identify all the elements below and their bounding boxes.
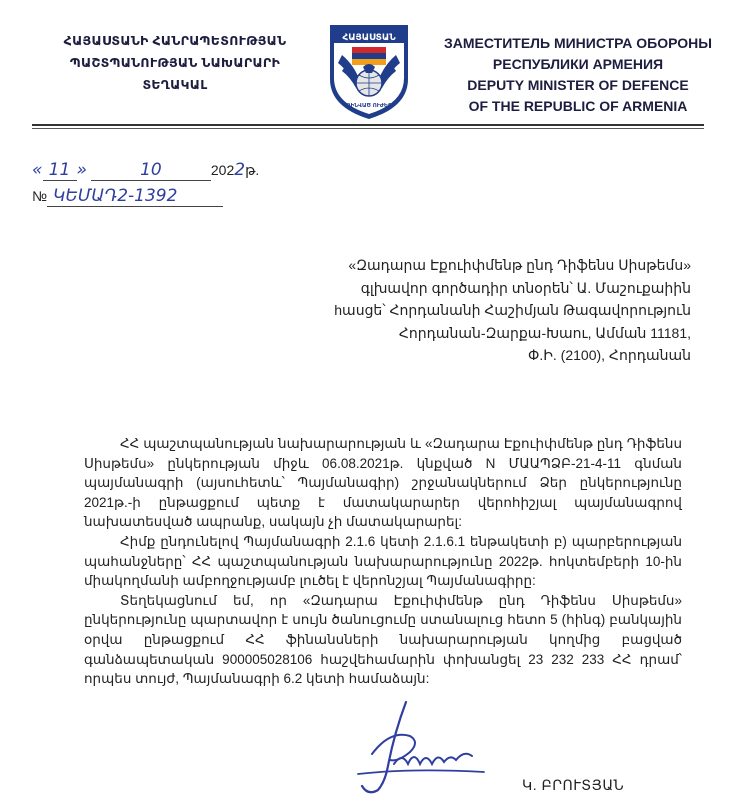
body-paragraph-3: Տեղեկացնում եմ, որ «Զադարա Էքուիփմենթ ընդ Դիֆենս Սիսթեմս» ընկերությունը պարտավոր է սույն ծանուցումը ստանալուց հետո 5 (հինգ) բանկային օրվա ընթացքում ՀՀ ֆինանսների նախարարության կողմից բացված գանձապետական 900005028106 հաշվեհամարին փոխանցել 23 232 233 ՀՀ դրամ՝ որպես տույժ, Պայմանագրի 6.2 կետի համաձայն: xyxy=(84,592,682,687)
header-divider-thick xyxy=(32,124,704,126)
signature-icon xyxy=(350,690,490,800)
date-year-prefix: 202 xyxy=(210,162,235,178)
body-paragraph-2: Հիմք ընդունելով Պայմանագրի 2.1.6 կետի 2.1.6.1 ենթակետի բ) պարբերության պահանջները՝ ՀՀ պաշտպանության նախարարությունը 2022թ. հոկտեմբերի 10-ին միակողմանի ամբողջությամբ լուծել է վերոնշյալ Պայմանագիրը: xyxy=(84,533,682,589)
date-line xyxy=(32,160,259,181)
emblem-bottom-text: ԶԻՆՎԱԾ ՈՒԺԵՐ xyxy=(346,103,392,109)
header-russian-line-2: РЕСПУБЛИКИ АРМЕНИЯ xyxy=(492,56,664,72)
addressee-line-5: Փ.Ի. (2100), Հորդանան xyxy=(527,347,691,363)
header-armenian-line-3: ՏԵՂԱԿԱԼ xyxy=(142,78,208,92)
addressee-line-3: hասցե՝ Հորդանանի Հաշիմյան Թագավորություն xyxy=(334,302,691,318)
reference-label: № xyxy=(32,188,48,204)
date-day: 11 xyxy=(43,160,77,181)
addressee-block xyxy=(271,254,691,367)
signer-name: Կ. ԲՐՈՒՏՅԱՆ xyxy=(522,777,625,793)
reference-line xyxy=(32,186,223,207)
addressee-line-2: գլխավոր գործադիր տնօրեն՝ Ա. Մաշուքաիին xyxy=(360,279,691,296)
date-month: 10 xyxy=(91,160,211,181)
header-armenian-line-2: ՊԱՇՏՊԱՆՈՒԹՅԱՆ ՆԱԽԱՐԱՐԻ xyxy=(69,56,281,70)
emblem-top-text: ՀԱՅԱՍՏԱՆ xyxy=(342,33,396,43)
header-armenian-line-1: ՀԱՅԱՍՏԱՆԻ ՀԱՆՐԱՊԵՏՈՒԹՅԱՆ xyxy=(63,34,287,48)
reference-number: ԿԵՄԱԴ2-1392 xyxy=(47,186,223,207)
header-armenian xyxy=(20,30,330,96)
addressee-line-1: «Զադարա Էքուիփմենթ ընդ Դիֆենս Սիսթեմս» xyxy=(348,257,691,273)
date-year-suffix: թ. xyxy=(245,162,260,178)
body-paragraph-1: ՀՀ պաշտպանության նախարարության և «Զադարա Էքուիփմենթ ընդ Դիֆենս Սիսթեմս» ընկերության միջև 06.08.2021թ. կնքված N ՄԱԱՊՁԲ-21-4-11 գնման պայմանագրի (այսուհետև՝ Պայմանագիր) շրջանակներում Ձեր ընկերությունը 2021թ.-ի ընթացքում պետք է մատակարարեր վերոհիշյալ պայմանագրով նախատեսված ապրանք, սակայն չի մատակարարել: xyxy=(84,436,682,530)
header-english-line-2: OF THE REPUBLIC OF ARMENIA xyxy=(468,98,688,114)
date-year-digit: 2 xyxy=(234,160,246,180)
header-english-line-1: DEPUTY MINISTER OF DEFENCE xyxy=(467,77,689,93)
ministry-emblem-icon xyxy=(324,21,414,121)
date-open-quote: « xyxy=(32,160,43,180)
addressee-line-4: Հորդանան-Զարքա-Խաու, Ամման 11181, xyxy=(398,324,691,341)
header-russian-line-1: ЗАМЕСТИТЕЛЬ МИНИСТРА ОБОРОНЫ xyxy=(444,35,712,51)
letter-body xyxy=(84,434,682,689)
header-divider-thin xyxy=(32,128,704,129)
header-russian-english xyxy=(428,33,728,117)
date-close-quote: » xyxy=(76,160,87,180)
